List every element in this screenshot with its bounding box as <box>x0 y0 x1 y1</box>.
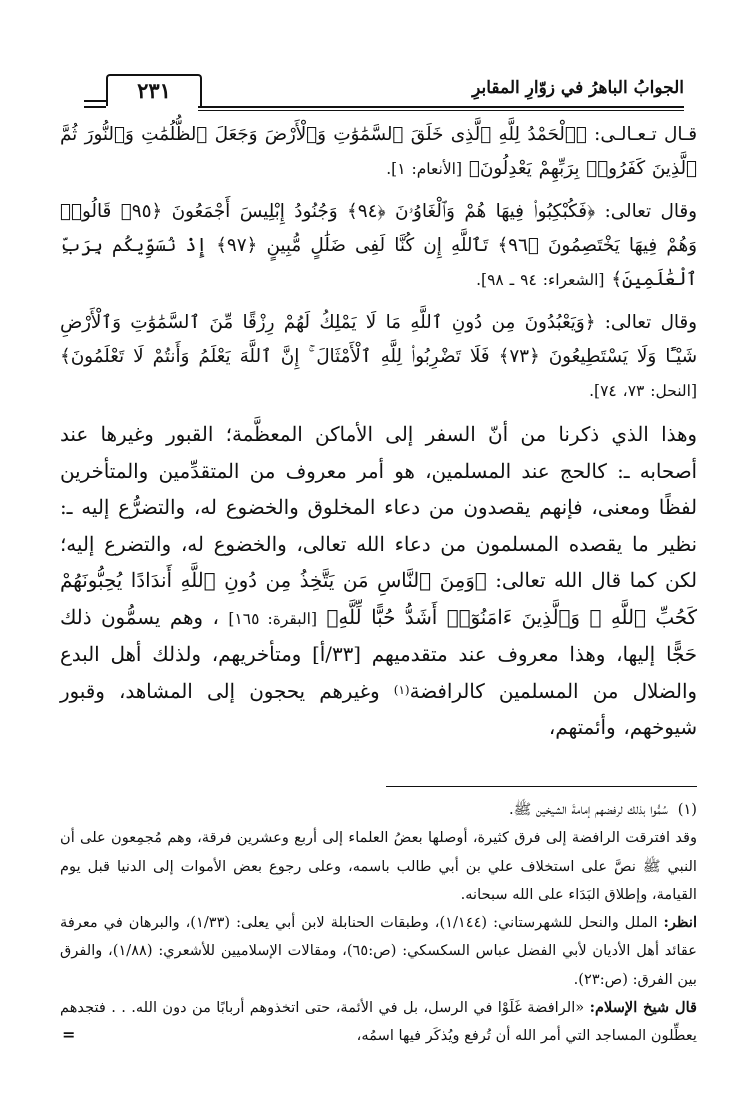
footnote-sources <box>60 909 697 994</box>
quote-reference: [النحل: ٧٣، ٧٤]. <box>589 382 697 400</box>
footnote-text: سُمُّوا بذلك لرفضهم إمامةَ الشيخين ﷺ. <box>508 801 668 818</box>
quote-text: وقال تعالى: ﴿وَيَعْبُدُونَ مِن دُونِ ٱللَّهِ مَا لَا يَمْلِكُ لَهُمْ رِزْقًا مِّنَ ٱلسَّمَٰوَٰتِ وَٱلْأَرْضِ شَيْـًٔا وَلَا يَسْتَطِيعُونَ ﴿٧٣﴾ فَلَا تَضْرِبُوا۟ لِلَّهِ ٱلْأَمْثَالَ ۚ إِنَّ ٱللَّهَ يَعْلَمُ وَأَنتُمْ لَا تَعْلَمُونَ﴾ <box>60 312 697 367</box>
paragraph-text: ، وهم يسمُّون ذلك حَجًّا إليها، وهذا معروف عند متقدميهم [٣٣/أ] ومتأخريهم، ولذلك أهل البدع والضلال من المسلمين كالرافضة <box>60 605 697 703</box>
main-paragraph <box>60 417 697 747</box>
footnotes <box>60 796 697 1051</box>
header-rule-thin <box>198 110 684 111</box>
quote-text: قـال تـعـالـى: ﴿ٱلْحَمْدُ لِلَّهِ ٱلَّذِى خَلَقَ ٱلسَّمَٰوَٰتِ وَٱلْأَرْضَ وَجَعَلَ ٱلظُّلُمَٰتِ وَٱلنُّورَ ثُمَّ ٱلَّذِينَ كَفَرُوا۟ بِرَبِّهِمْ يَعْدِلُونَ﴾ <box>60 124 697 179</box>
footnote-paragraph: وقد افترقت الرافضة إلى فرق كثيرة، أوصلها بعضُ العلماء إلى أربع وعشرين فرقة، وهم مُجمِعون على أن النبي ﷺ نصَّ على استخلاف علي بن أبي طالب باسمه، وعلى رجوع بعض الأموات إلى الدنيا قبل يوم القيامة، وإطلاق البَدَاء على الله سبحانه. <box>60 829 697 903</box>
header-title: الجوابُ الباهرُ في زوّارِ المقابرِ <box>472 78 684 98</box>
quote-reference: [البقرة: ١٦٥] <box>228 609 318 628</box>
header-dash-bottom <box>84 106 106 108</box>
header-rule-thick <box>198 106 684 108</box>
footnote-separator <box>386 786 697 787</box>
paragraph-text: وغيرهم يحجون إلى المشاهد، وقبور شيوخهم، وأئمتهم، <box>60 679 697 739</box>
header-dash-top <box>84 100 106 102</box>
quran-quote-anam <box>60 118 697 186</box>
main-text <box>60 118 697 747</box>
footnote-number: (١) <box>677 801 697 818</box>
quran-quote-nahl <box>60 306 697 408</box>
quote-text: «الرافضة غَلَوْا في الرسل، بل في الأئمة، حتى اتخذوهم أربابًا من دون الله. . . فتجدهم يعطِّلون المساجد التي أمر الله أن تُرفع ويُذكَر فيها اسمُه، <box>60 999 697 1045</box>
running-header <box>88 66 684 108</box>
quote-label: قال شيخ الإسلام: <box>589 999 697 1017</box>
sources-label: انظر: <box>663 914 697 932</box>
page-number: ٢٣١ <box>106 74 202 106</box>
quran-quote-shuara <box>60 195 697 297</box>
footnote-quote <box>60 994 697 1051</box>
sources-text: الملل والنحل للشهرستاني: (١/١٤٤)، وطبقات الحنابلة لابن أبي يعلى: (١/٣٣)، والبرهان في معرفة عقائد أهل الأديان لأبي الفضل عباس السكسكي: (ص:٦٥)، ومقالات الإسلاميين للأشعري: (١/٨٨)، والفرق بين الفرق: (ص:٢٣). <box>60 914 697 988</box>
quote-reference: [الأنعام: ١]. <box>386 160 463 178</box>
footnote-marker: (١) <box>393 682 410 697</box>
footnote-line <box>60 796 697 824</box>
quote-text: وقال تعالى: ﴿فَكُبْكِبُوا۟ فِيهَا هُمْ وَٱلْغَاوُۥنَ ﴿٩٤﴾ وَجُنُودُ إِبْلِيسَ أَجْمَعُونَ ﴿٩٥﴾ قَالُوا۟ وَهُمْ فِيهَا يَخْتَصِمُونَ ﴿٩٦﴾ تَٱللَّهِ إِن كُنَّا لَفِى ضَلَٰلٍ مُّبِينٍ ﴿٩٧﴾ إِذْ نُسَوِّيكُم بِرَبِّ ٱلْعَٰلَمِينَ﴾ <box>60 201 697 290</box>
quote-reference: [الشعراء: ٩٤ ـ ٩٨]. <box>476 271 605 289</box>
continuation-mark: = <box>62 1025 76 1044</box>
paragraph-text: وهذا الذي ذكرنا من أنّ السفر إلى الأماكن المعظَّمة؛ القبور وغيرها عند أصحابه ـ: كالحج عند المسلمين، هو أمر معروف من المتقدِّمين والمتأخرين لفظًا ومعنى، فإنهم يقصدون من دعاء المخلوق والخضوع له، والتضرُّع إليه ـ: نظير ما يقصده المسلمون من دعاء الله تعالى، والخضوع له، والتضرع إليه؛ لكن كما قال الله تعالى: ﴿وَمِنَ ٱلنَّاسِ مَن يَتَّخِذُ مِن دُونِ ٱللَّهِ أَندَادًا يُحِبُّونَهُمْ كَحُبِّ ٱللَّهِ ۖ وَٱلَّذِينَ ءَامَنُوٓا۟ أَشَدُّ حُبًّا لِّلَّهِ﴾ <box>60 423 697 629</box>
